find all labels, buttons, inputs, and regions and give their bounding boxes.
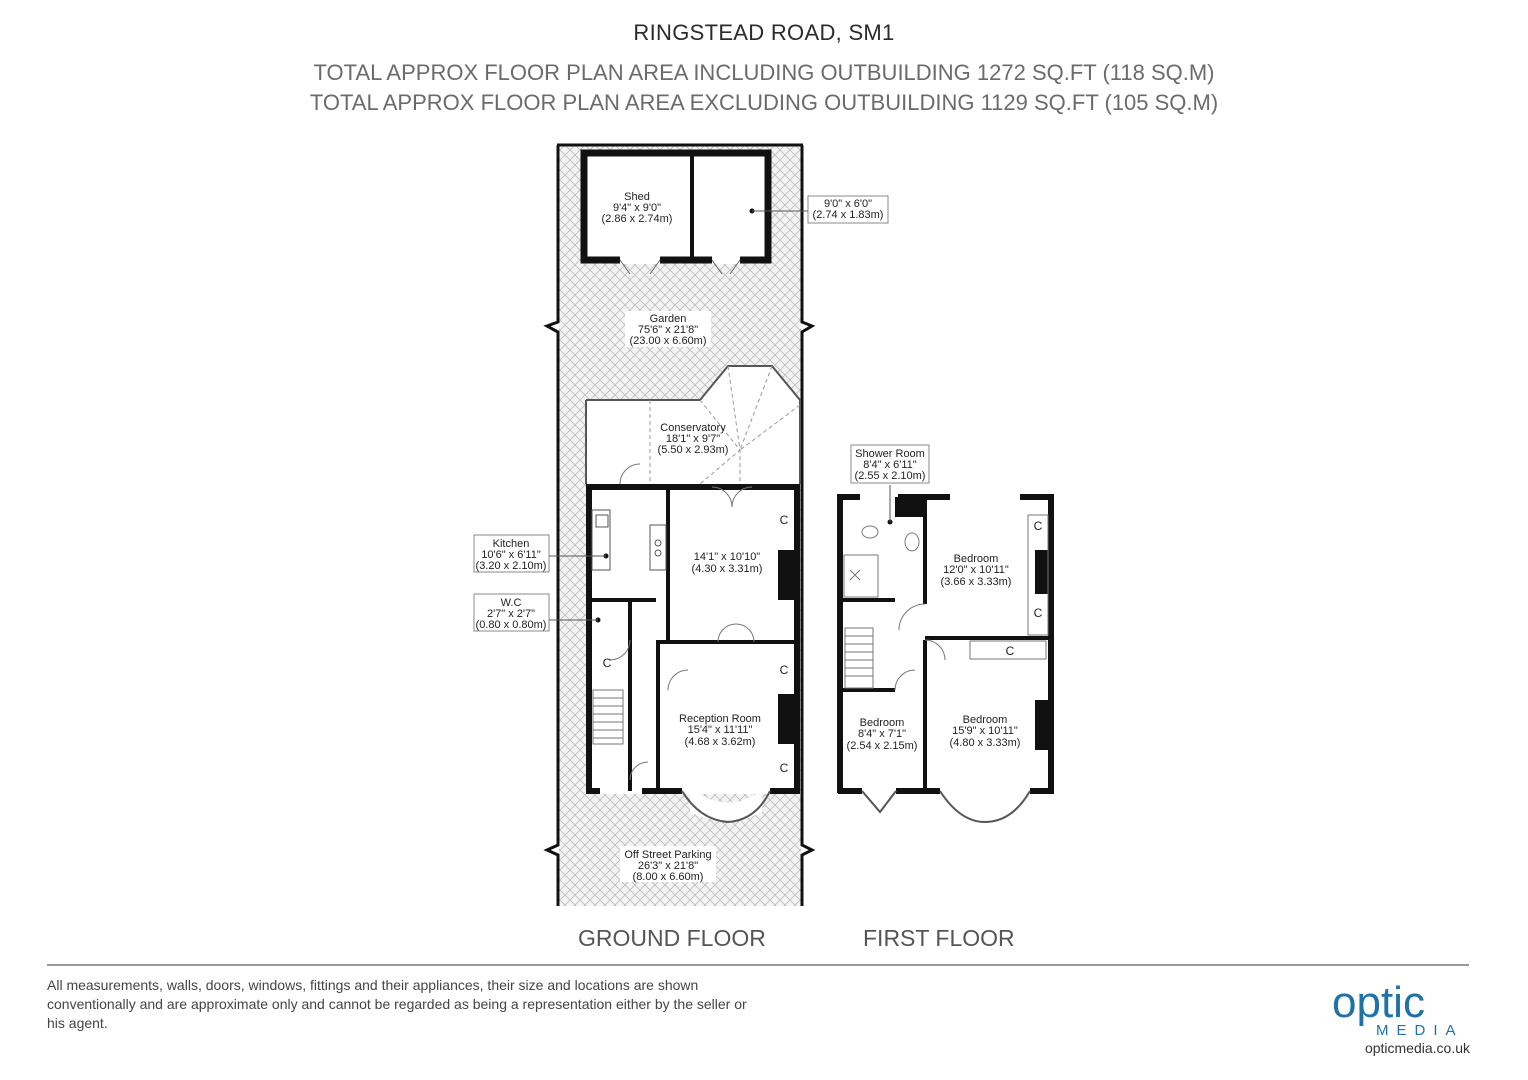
wc-size-metric: (0.80 x 0.80m) bbox=[475, 619, 547, 631]
kitchen-name: Kitchen bbox=[492, 538, 530, 550]
store-size-imperial: 9'0" x 6'0" bbox=[823, 198, 873, 210]
shower-room-name: Shower Room bbox=[855, 448, 925, 460]
bedroom-small-name: Bedroom bbox=[859, 717, 905, 729]
area-including-outbuilding: TOTAL APPROX FLOOR PLAN AREA INCLUDING OUTBUILDING 1272 SQ.FT (118 SQ.M) bbox=[313, 60, 1215, 85]
bedroom-rear-name: Bedroom bbox=[953, 553, 999, 565]
conservatory-size-metric: (5.50 x 2.93m) bbox=[657, 444, 729, 456]
garden-size-imperial: 75'6" x 21'8" bbox=[637, 324, 699, 336]
wc-name: W.C bbox=[500, 597, 522, 609]
bedroom-small-size-imperial: 8'4" x 7'1" bbox=[857, 728, 907, 740]
website-url: opticmedia.co.uk bbox=[1364, 1040, 1470, 1056]
plan-title: RINGSTEAD ROAD, SM1 bbox=[633, 20, 895, 45]
disclaimer-text: All measurements, walls, doors, windows, fittings and their appliances, their size and locations are shown conventionally and are approximate only and cannot be regarded as being a representation either by the seller or his agent. bbox=[47, 977, 747, 1031]
bedroom-front-name: Bedroom bbox=[962, 714, 1008, 726]
cupboard-marker: C bbox=[1033, 606, 1043, 620]
dining-size-imperial: 14'1" x 10'10" bbox=[693, 551, 761, 563]
shed-name: Shed bbox=[624, 191, 650, 203]
wc-size-imperial: 2'7" x 2'7" bbox=[486, 608, 536, 620]
kitchen-size-metric: (3.20 x 2.10m) bbox=[475, 560, 547, 572]
conservatory-size-imperial: 18'1" x 9'7" bbox=[665, 433, 721, 445]
first-floor-plan bbox=[838, 445, 1054, 822]
bedroom-rear-size-metric: (3.66 x 3.33m) bbox=[940, 576, 1012, 588]
bedroom-front-size-imperial: 15'9" x 10'11" bbox=[952, 725, 1018, 737]
conservatory-name: Conservatory bbox=[660, 422, 726, 434]
label-dining bbox=[692, 551, 763, 575]
parking-size-metric: (8.00 x 6.60m) bbox=[632, 871, 704, 883]
reception-size-metric: (4.68 x 3.62m) bbox=[684, 736, 756, 748]
logo-subword: MEDIA bbox=[1376, 1022, 1464, 1039]
footer-divider bbox=[47, 964, 1469, 966]
parking-size-imperial: 26'3" x 21'8" bbox=[637, 860, 699, 872]
ground-floor-plan bbox=[474, 145, 888, 906]
garden-name: Garden bbox=[649, 313, 687, 325]
reception-name: Reception Room bbox=[679, 713, 761, 725]
store-size-metric: (2.74 x 1.83m) bbox=[812, 209, 884, 221]
cupboard-marker: C bbox=[779, 513, 789, 527]
label-conservatory bbox=[658, 422, 729, 456]
cupboard-marker: C bbox=[602, 656, 612, 670]
kitchen-size-imperial: 10'6" x 6'11" bbox=[481, 549, 541, 561]
shed-size-imperial: 9'4" x 9'0" bbox=[612, 202, 662, 214]
reception-size-imperial: 15'4" x 11'11" bbox=[687, 724, 753, 736]
shower-room-size-imperial: 8'4" x 6'11" bbox=[863, 459, 917, 471]
shower-room-size-metric: (2.55 x 2.10m) bbox=[854, 470, 926, 482]
label-parking bbox=[620, 846, 716, 883]
cupboard-marker: C bbox=[1033, 519, 1043, 533]
cupboard-marker: C bbox=[779, 663, 789, 677]
area-excluding-outbuilding: TOTAL APPROX FLOOR PLAN AREA EXCLUDING OUTBUILDING 1129 SQ.FT (105 SQ.M) bbox=[309, 90, 1219, 115]
dining-size-metric: (4.30 x 3.31m) bbox=[691, 563, 763, 575]
cupboard-marker: C bbox=[779, 761, 789, 775]
cupboard-marker: C bbox=[1005, 644, 1015, 658]
garden-size-metric: (23.00 x 6.60m) bbox=[629, 335, 707, 347]
bedroom-front-size-metric: (4.80 x 3.33m) bbox=[949, 737, 1021, 749]
ground-floor-label: GROUND FLOOR bbox=[578, 925, 766, 951]
logo-wordmark: optic bbox=[1332, 978, 1425, 1027]
bedroom-rear-size-imperial: 12'0" x 10'11" bbox=[943, 564, 1009, 576]
label-reception bbox=[679, 713, 761, 748]
label-garden bbox=[625, 311, 711, 347]
parking-name: Off Street Parking bbox=[624, 849, 712, 861]
shed-size-metric: (2.86 x 2.74m) bbox=[601, 213, 673, 225]
first-floor-label: FIRST FLOOR bbox=[863, 925, 1015, 951]
bedroom-small-size-metric: (2.54 x 2.15m) bbox=[846, 740, 918, 752]
